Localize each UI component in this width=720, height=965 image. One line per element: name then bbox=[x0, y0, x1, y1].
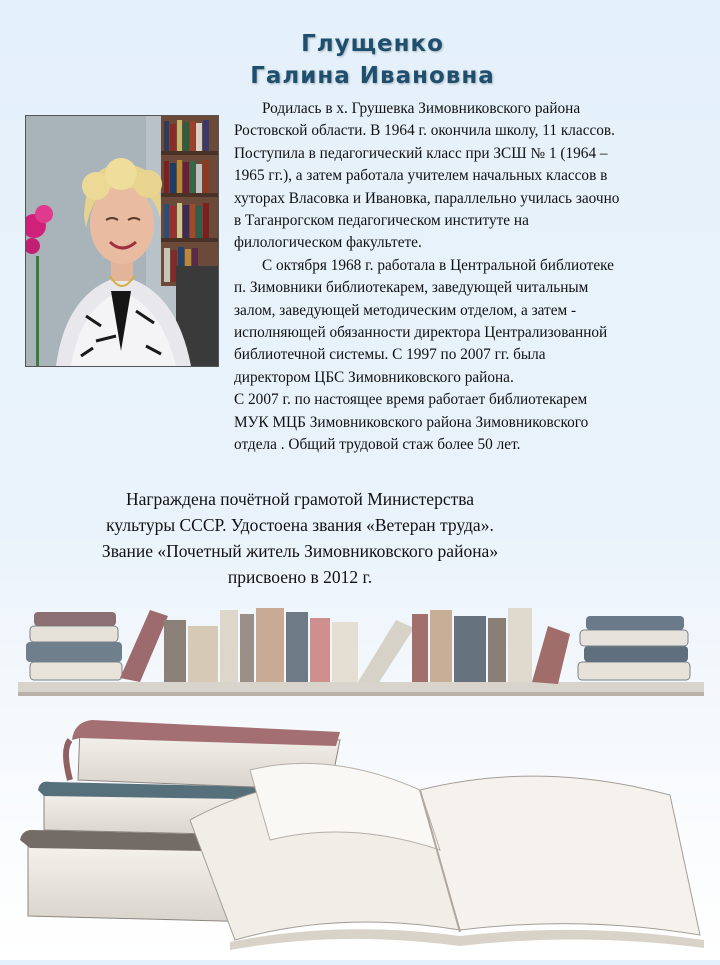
awards-line: Награждена почётной грамотой Министерства bbox=[125, 489, 475, 509]
awards-line: Звание «Почетный житель Зимовниковского района» bbox=[101, 541, 499, 561]
bio-line: С октября 1968 г. работала в Центральной библиотеке bbox=[262, 256, 614, 274]
bio-line: Ростовской области. В 1964 г. окончила школу, 11 классов. bbox=[234, 122, 615, 140]
page-title bbox=[0, 28, 720, 92]
bio-line: 1965 гг.), а затем работала учителем начальных классов в bbox=[234, 167, 608, 185]
books-illustration bbox=[0, 590, 720, 960]
bio-line: директором ЦБС Зимовниковского района. bbox=[234, 368, 514, 386]
books-icon bbox=[0, 590, 720, 960]
bio-line: МУК МЦБ Зимовниковского района Зимовниковского bbox=[234, 413, 589, 431]
given-names: Галина Ивановна bbox=[250, 63, 495, 89]
awards-line: культуры СССР. Удостоена звания «Ветеран труда». bbox=[106, 515, 494, 535]
bio-line: С 2007 г. по настоящее время работает библиотекарем bbox=[234, 391, 588, 409]
surname: Глущенко bbox=[301, 31, 444, 57]
bio-line: отдела . Общий трудовой стаж более 50 лет. bbox=[234, 436, 521, 454]
bio-line: Поступила в педагогический класс при ЗСШ № 1 (1964 – bbox=[234, 144, 608, 162]
bio-line: исполняющей обязанности директора Централизованной bbox=[234, 324, 608, 342]
bio-line: в Таганрогском педагогическом институте на bbox=[234, 212, 529, 230]
bio-line: Родилась в х. Грушевка Зимовниковского района bbox=[262, 100, 581, 117]
portrait-photo bbox=[25, 115, 219, 367]
awards-line: присвоено в 2012 г. bbox=[227, 567, 373, 587]
portrait-illustration bbox=[26, 116, 218, 366]
biography-text bbox=[234, 98, 714, 457]
bio-line: библиотечной системы. С 1997 по 2007 гг. была bbox=[234, 346, 546, 364]
bio-line: залом, заведующей методическим отделом, а затем - bbox=[234, 301, 577, 319]
awards-text bbox=[90, 486, 510, 590]
bio-line: филологическом факультете. bbox=[234, 234, 422, 252]
bio-line: хуторах Власовка и Ивановка, параллельно училась заочно bbox=[234, 189, 620, 207]
bio-line: п. Зимовники библиотекарем, заведующей читальным bbox=[234, 279, 589, 297]
